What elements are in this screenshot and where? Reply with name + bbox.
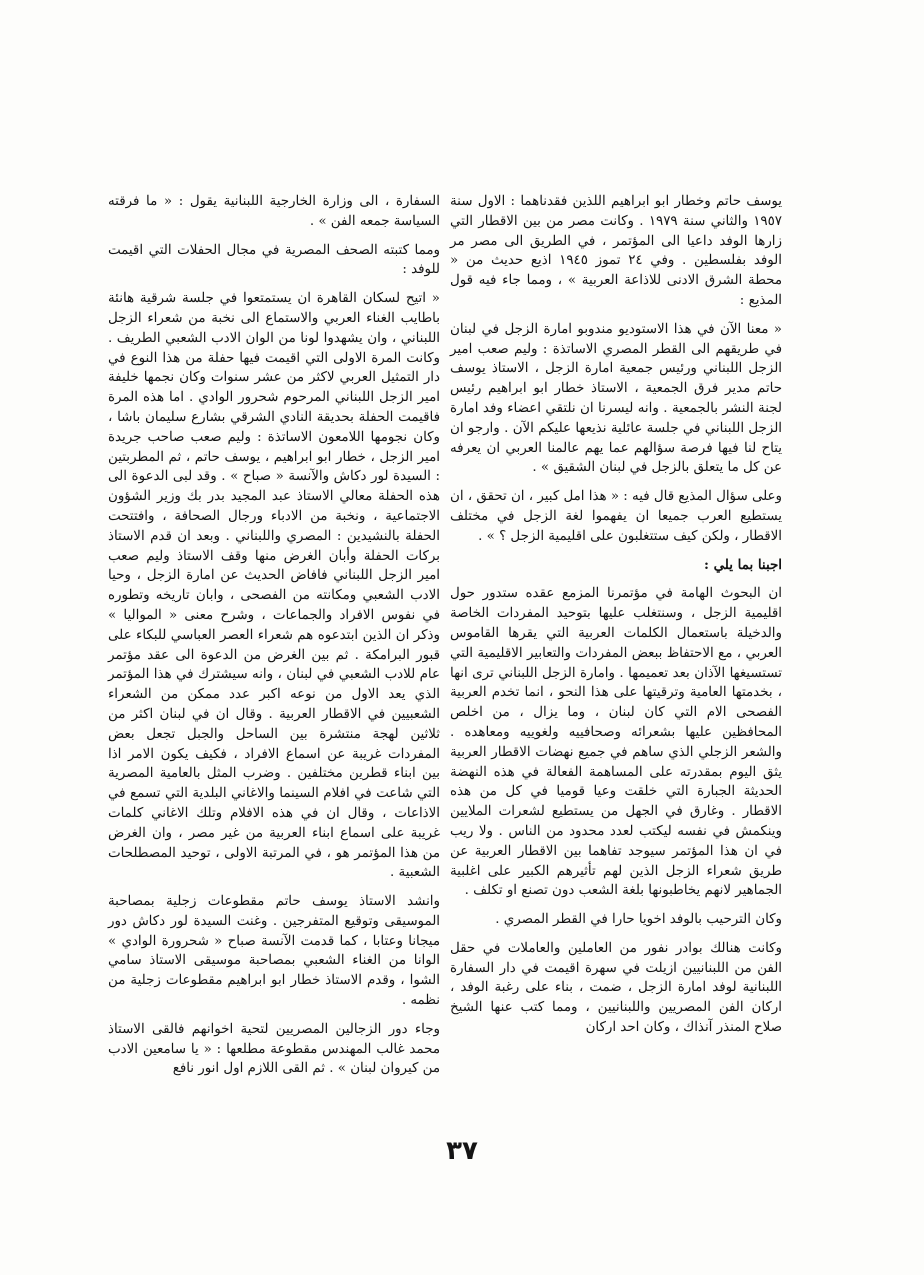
right-column bbox=[450, 192, 782, 1047]
paragraph: السفارة ، الى وزارة الخارجية اللبنانية يقول : « ما فرقته السياسة جمعه الفن » . bbox=[108, 194, 440, 229]
left-column bbox=[108, 192, 440, 1088]
paragraph: وكانت هنالك بوادر نفور من العاملين والعاملات في حقل الفن من اللبنانيين ازيلت في سهرة اقيمت في دار السفارة اللبنانية لوفد امارة الزجل ، ضمت ، بناء على رغبة الوفد ، اركان الفن المصريين واللبنانيين ، ومما كتب عنها الشيخ صلاح المنذر آنذاك ، وكان احد اركان bbox=[450, 940, 782, 1036]
paragraph: يوسف حاتم وخطار ابو ابراهيم اللذين فقدناهما : الاول سنة ١٩٥٧ والثاني سنة ١٩٧٩ . وكانت مصر من بين الاقطار التي زارها الوفد داعيا الى المؤتمر ، في الطريق الى مصر مر الوفد بفلسطين . وفي ٢٤ تموز ١٩٤٥ اذيع حديث من « محطة الشرق الادنى للاذاعة العربية » ، ومما جاء فيه قول المذيع : bbox=[450, 194, 782, 308]
page-number: ٣٧ bbox=[446, 1136, 478, 1166]
paragraph: « معنا الآن في هذا الاستوديو مندوبو امارة الزجل في لبنان في طريقهم الى القطر المصري الاساتذة : وليم صعب امير الزجل اللبناني ورئيس جمعية امارة الزجل ، الاستاذ يوسف حاتم مدير فرق الجمعية ، الاستاذ خطار ابو ابراهيم رئيس لجنة النشر بالجمعية . وانه ليسرنا ان نلتقي اعضاء وفد امارة الزجل اللبناني في جلسة عائلية نذيعها عليكم الآن . وارجو ان يتاح لنا فيها فرصة سؤالهم عما يهم عالمنا العربي ان يعرفه عن كل ما يتعلق بالزجل في لبنان الشقيق » . bbox=[450, 321, 782, 476]
paragraph: وانشد الاستاذ يوسف حاتم مقطوعات زجلية بمصاحبة الموسيقى وتوقيع المتفرجين . وغنت السيدة لور دكاش دور ميجانا وعتابا ، كما قدمت الآنسة صباح « شحرورة الوادي » الوانا من الغناء الشعبي بمصاحبة موسيقى الاستاذ سامي الشوا ، وقدم الاستاذ خطار ابو ابراهيم مقطوعات زجلية من نظمه . bbox=[108, 894, 440, 1009]
paragraph: ومما كتبته الصحف المصرية في مجال الحفلات التي اقيمت للوفد : bbox=[108, 242, 440, 278]
paragraph: ان البحوث الهامة في مؤتمرنا المزمع عقده ستدور حول اقليمية الزجل ، وسنتغلب عليها بتوحيد المفردات الخاصة والدخيلة باستعمال الكلمات العربية التي يقرها القاموس العربي ، مع الاحتفاظ ببعض المفردات والتعابير الاقليمية التي تستسيغها الآذان بعد تعميمها . وامارة الزجل اللبناني ترى انها ، بخدمتها العامية وترقيتها على هذا النحو ، انما تخدم العربية الفصحى الام التي كان لبنان ، وما يزال ، من اخلص المحافظين عليها بشعرائه وصحافييه ولغوييه ومعاهده . والشعر الزجلي الذي ساهم في جميع نهضات الاقطار العربية يثق اليوم بمقدرته على المساهمة الفعالة في هذه النهضة الحديثة الجبارة التي خلقت وعيا قوميا في كل من هذه الاقطار . وغارق في الجهل من يستطيع لشعرات الملايين وينكمش في نفسه ليكتب لعدد محدود من الناس . ولا ريب في ان هذا المؤتمر سيوجد تفاهما بين الاقطار العربية عن طريق شعراء الزجل الذين لهم تأثيرهم الكبير على اغلبية الجماهير لانهم يخاطبونها بلغة الشعب دون تصنع او تكلف . bbox=[450, 586, 782, 899]
paragraph: « اتيح لسكان القاهرة ان يستمتعوا في جلسة شرقية هانئة باطايب الغناء العربي والاستماع الى نخبة من شعراء الزجل اللبناني ، وان يشهدوا لونا من الوان الادب الشعبي الطريف . وكانت المرة الاولى التي اقيمت فيها حفلة من هذا النوع في دار التمثيل العربي لاكثر من عشر سنوات وكان نجمها خليفة امير الزجل اللبناني المرحوم شحرور الوادي . اما هذه المرة فاقيمت الحفلة بحديقة النادي الشرقي بشارع سليمان باشا ، وكان نجومها اللامعون الاساتذة : وليم صعب صاحب جريدة امير الزجل ، خطار ابو ابراهيم ، يوسف حاتم ، ثم المطربتين : السيدة لور دكاش والآنسة « صباح » . وقد لبى الدعوة الى هذه الحفلة معالي الاستاذ عبد المجيد بدر بك وزير الشؤون الاجتماعية ، ونخبة من الادباء ورجال الصحافة ، وافتتحت الحفلة بالنشيدين : المصري واللبناني . وبعد ان قدم الاستاذ بركات الحفلة وأبان الغرض منها وقف الاستاذ وليم صعب امير الزجل اللبناني فافاض الحديث عن امارة الزجل ، وحيا الادب الشعبي ومكانته من الفصحى ، وابان تاريخه وتطوره في نفوس الافراد والجماعات ، وشرح معنى « المواليا » وذكر ان الذين ابتدعوه هم شعراء العصر العباسي للبكاء على قبور البرامكة . ثم بين الغرض من الدعوة الى عقد مؤتمر عام للادب الشعبي في لبنان ، وانه سيشترك في هذا المؤتمر الذي يعد الاول من نوعه اكبر عدد ممكن من الشعراء الشعبيين في الاقطار العربية . وقال ان في لبنان اكثر من ثلاثين لهجة منتشرة بين الساحل والجبل تجعل بعض المفردات غريبة عن اسماع الافراد ، فكيف يكون الامر اذا بين ابناء قطرين مختلفين . وضرب المثل بالعامية المصرية التي شاعت في افلام السينما والاغاني البلدية التي تسمع في الاذاعات ، وقال ان في هذه الافلام وتلك الاغاني كلمات غريبة على اسماع ابناء العربية من غير مصر ، وان الغرض من هذا المؤتمر هو ، في المرتبة الاولى ، توحيد المصطلحات الشعبية . bbox=[108, 291, 440, 881]
paragraph: وجاء دور الزجالين المصريين لتحية اخوانهم فالقى الاستاذ محمد غالب المهندس مقطوعة مطلعها : « يا سامعين الادب من كيروان لبنان » . ثم القى اللازم اول انور نافع bbox=[108, 1021, 440, 1077]
paragraph-heading: اجبنا بما يلي : bbox=[704, 556, 782, 573]
paragraph: وكان الترحيب بالوفد اخويا حارا في القطر المصري . bbox=[495, 912, 782, 928]
paragraph: وعلى سؤال المذيع قال فيه : « هذا امل كبير ، ان تحقق ، ان يستطيع العرب جميعا ان يفهموا لغة الزجل في مختلف الاقطار ، ولكن كيف ستتغلبون على اقليمية الزجل ؟ » . bbox=[450, 489, 782, 544]
